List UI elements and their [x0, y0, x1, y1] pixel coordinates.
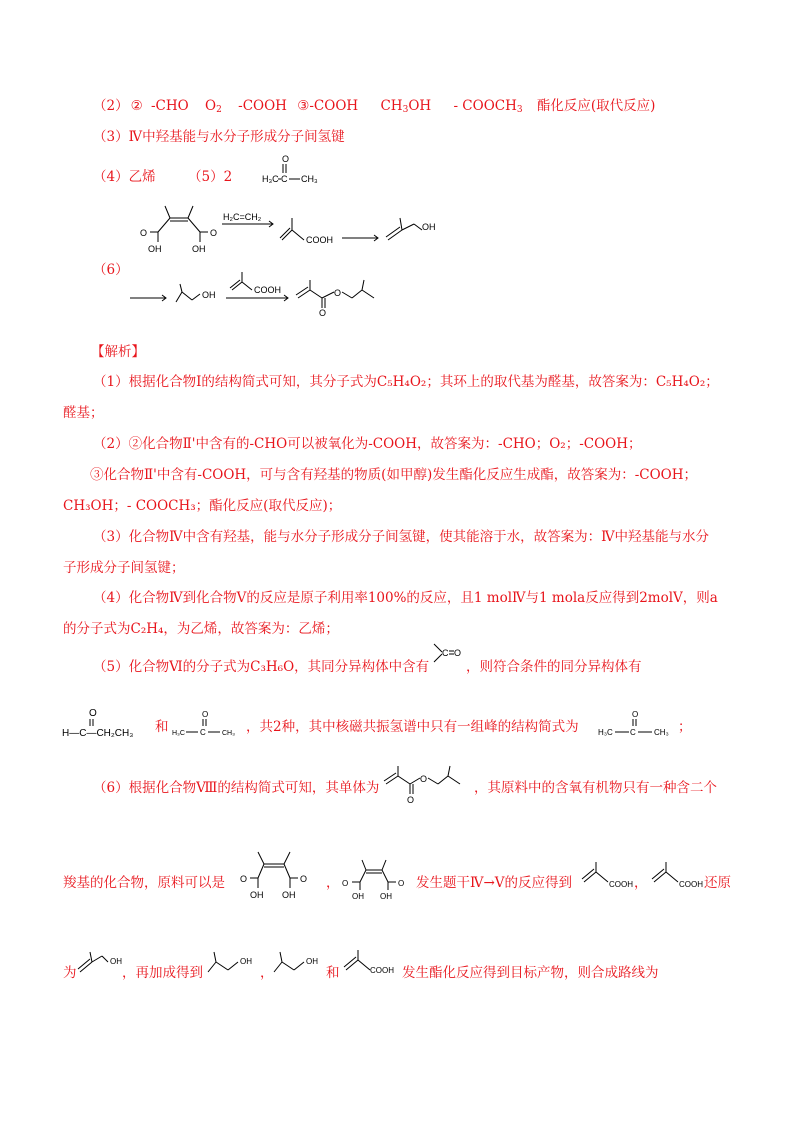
- analysis-p9c: 发生题干Ⅳ→Ⅴ的反应得到: [416, 875, 573, 891]
- answer-4: （4）乙烯: [93, 169, 156, 185]
- svg-text:OH: OH: [192, 244, 206, 254]
- acetone-structure: [262, 150, 362, 186]
- analysis-p7d: ；: [678, 719, 692, 735]
- analysis-p9e: 还原: [704, 875, 731, 891]
- svg-text:O: O: [300, 874, 308, 884]
- svg-text:O: O: [319, 308, 327, 318]
- svg-text:O: O: [282, 154, 290, 164]
- svg-text:OH: OH: [240, 957, 252, 966]
- svg-text:O: O: [420, 774, 428, 784]
- answer-2: （2） ② -CHO $O_2$ -COOH ③-COOH $CH_3OH$ - $COOCH_3$ 酯化反应(取代反应): [93, 98, 656, 115]
- svg-text:C: C: [281, 174, 288, 184]
- methacrylic-structure-b: [646, 860, 706, 890]
- analysis-p2: （2）②化合物Ⅱ'中含有的-CHO可以被氧化为-COOH，故答案为：-CHO；O₂；-COOH；: [93, 436, 642, 452]
- synthesis-route-row2: [130, 266, 430, 322]
- maleic-structure-a: [236, 846, 316, 902]
- svg-text:O: O: [140, 228, 148, 238]
- svg-text:H—C—CH₂CH₃: H—C—CH₂CH₃: [62, 728, 134, 739]
- answer-6: （6）: [93, 262, 129, 278]
- svg-text:H₃C: H₃C: [598, 728, 613, 737]
- svg-text:COOH: COOH: [254, 285, 281, 295]
- allyl-alcohol-structure: [76, 950, 126, 980]
- carbonyl-fragment: [432, 640, 462, 666]
- analysis-heading: 【解析】: [91, 344, 145, 360]
- svg-text:O: O: [334, 288, 342, 298]
- svg-text:COOH: COOH: [609, 880, 633, 889]
- analysis-p10b: ，再加成得到: [122, 965, 203, 981]
- answer-5: （5）2: [188, 169, 233, 185]
- svg-text:CH₃: CH₃: [301, 174, 318, 184]
- svg-text:H₂C=CH₂: H₂C=CH₂: [223, 212, 262, 222]
- analysis-p8a: （6）根据化合物Ⅷ的结构简式可知，其单体为: [93, 780, 380, 796]
- analysis-p10c: ，: [260, 965, 274, 981]
- svg-text:CH₃: CH₃: [222, 730, 235, 737]
- svg-text:C: C: [200, 728, 206, 737]
- svg-text:OH: OH: [422, 222, 436, 232]
- analysis-p5a: （4）化合物Ⅳ到化合物Ⅴ的反应是原子利用率100%的反应，且1 molⅣ与1 mola反应得到2molⅤ，则a: [93, 590, 718, 606]
- svg-text:OH: OH: [250, 890, 264, 900]
- analysis-p10e: 发生酯化反应得到目标产物，则合成路线为: [402, 965, 659, 981]
- analysis-p3a: ③化合物Ⅱ'中含有-COOH，可与含有羟基的物质(如甲醇)发生酯化反应生成酯，故答案为：-COOH；: [90, 467, 698, 483]
- analysis-p7b: 和: [155, 719, 169, 735]
- analysis-p4b: 子形成分子间氢键；: [63, 560, 185, 576]
- svg-text:COOH: COOH: [679, 880, 703, 889]
- svg-text:C: C: [630, 728, 636, 737]
- svg-text:O: O: [342, 879, 349, 888]
- analysis-p1b: 醛基；: [63, 405, 104, 421]
- svg-text:OH: OH: [202, 290, 216, 300]
- svg-text:O: O: [89, 708, 97, 719]
- analysis-p5b: 的分子式为C₂H₄，为乙烯，故答案为：乙烯；: [63, 621, 339, 637]
- svg-text:O: O: [407, 795, 415, 805]
- svg-text:OH: OH: [282, 890, 296, 900]
- svg-text:C: C: [442, 648, 449, 658]
- svg-text:H₃C: H₃C: [262, 174, 279, 184]
- svg-text:OH: OH: [110, 957, 122, 966]
- propanal-structure: [62, 706, 152, 740]
- analysis-p6b: ，则符合条件的同分异构体有: [466, 659, 642, 675]
- isobutanol-structure-b: [272, 950, 328, 980]
- analysis-p6a: （5）化合物Ⅵ的分子式为C₃H₆O，其同分异构体中含有: [93, 659, 430, 675]
- analysis-p7c: ，共2种，其中核磁共振氢谱中只有一组峰的结构简式为: [246, 719, 579, 735]
- answer-3: （3）Ⅳ中羟基能与水分子形成分子间氢键: [93, 129, 345, 145]
- svg-text:O: O: [454, 648, 462, 658]
- maleic-structure-b: [340, 856, 410, 902]
- svg-text:COOH: COOH: [370, 966, 394, 975]
- acetone-nmr-structure: [598, 708, 678, 740]
- svg-text:O: O: [210, 228, 218, 238]
- svg-text:H₃C: H₃C: [172, 730, 185, 737]
- monomer-ester-structure: [384, 762, 474, 806]
- analysis-p9b: ，: [326, 875, 340, 891]
- methacrylic-structure-a: [576, 860, 636, 890]
- methacrylic-structure-c: [340, 948, 402, 980]
- svg-text:OH: OH: [380, 892, 392, 901]
- analysis-p1a: （1）根据化合物Ⅰ的结构简式可知，其分子式为C₅H₄O₂；其环上的取代基为醛基，故答案为：C₅H₄O₂；: [93, 374, 719, 390]
- analysis-p9a: 羧基的化合物，原料可以是: [63, 875, 225, 891]
- analysis-p9d: ，: [634, 875, 648, 891]
- svg-text:O: O: [202, 710, 209, 719]
- analysis-p10a: 为: [63, 965, 77, 981]
- svg-text:OH: OH: [148, 244, 162, 254]
- svg-text:OH: OH: [306, 957, 318, 966]
- analysis-p4a: （3）化合物Ⅳ中含有羟基，能与水分子形成分子间氢键，使其能溶于水，故答案为：Ⅳ中羟基能与水分: [93, 529, 710, 545]
- acetone-isomer-structure: [172, 708, 242, 740]
- svg-text:OH: OH: [352, 892, 364, 901]
- analysis-p3b: CH₃OH；- COOCH₃；酯化反应(取代反应)；: [63, 498, 342, 514]
- svg-text:COOH: COOH: [306, 235, 333, 245]
- analysis-p8b: ，其原料中的含氧有机物只有一种含二个: [474, 780, 717, 796]
- analysis-p10d: 和: [326, 965, 340, 981]
- svg-text:O: O: [398, 879, 405, 888]
- svg-text:O: O: [240, 874, 248, 884]
- svg-text:CH₃: CH₃: [654, 728, 669, 737]
- synthesis-route-row1: [130, 196, 460, 260]
- isobutanol-structure-a: [206, 950, 262, 980]
- svg-text:O: O: [632, 710, 639, 719]
